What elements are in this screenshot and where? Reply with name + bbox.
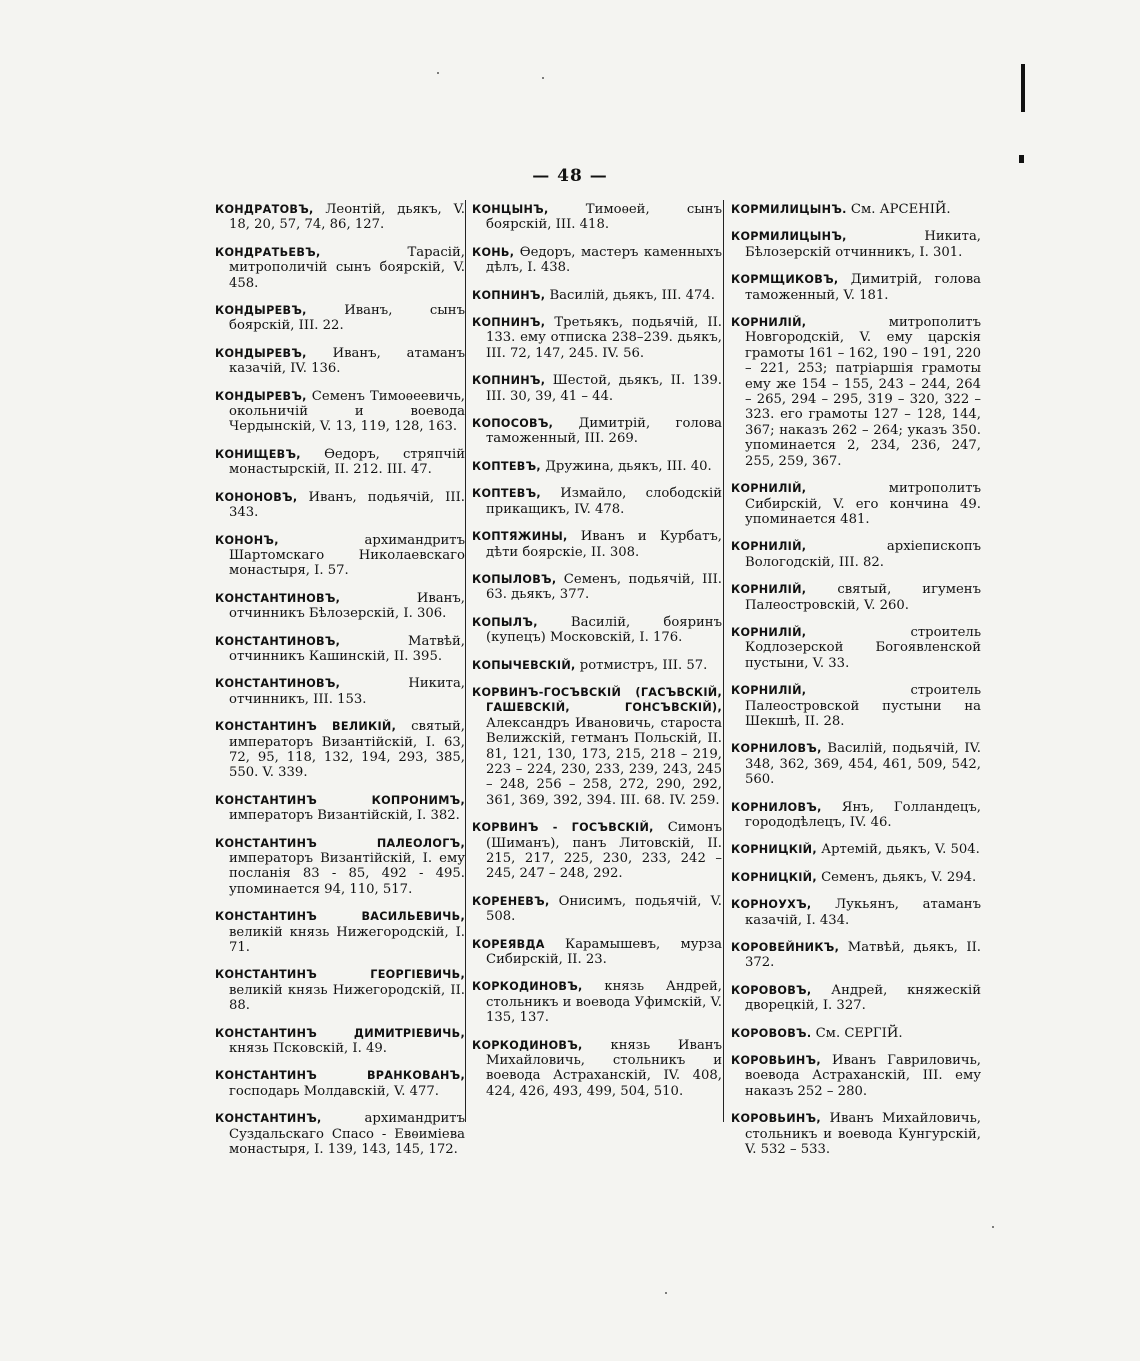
entry-headword: КОПНИНЪ, bbox=[472, 374, 546, 388]
edge-mark bbox=[1021, 64, 1025, 112]
entry-text: Василій, дьякъ, III. 474. bbox=[549, 287, 715, 303]
entry-headword: КОРНИЛОВЪ, bbox=[731, 742, 822, 756]
entry-headword: КОРОВОВЪ. bbox=[731, 1026, 812, 1040]
scan-speck bbox=[992, 1226, 994, 1228]
entry-headword: КОНСТАНТИНЪ ВАСИЛЬЕВИЧЬ, bbox=[215, 910, 465, 924]
entry-headword: КОРКОДИНОВЪ, bbox=[472, 1038, 583, 1052]
index-entry bbox=[215, 793, 465, 824]
entry-text: Иванъ и Курбатъ, дѣти боярскіе, II. 308. bbox=[486, 529, 722, 560]
scan-speck bbox=[665, 1292, 667, 1294]
entry-text: Шестой, дьякъ, II. 139. III. 30, 39, 41 – 44. bbox=[486, 373, 722, 404]
entry-text: Измайло, слободскій прикащикъ, IV. 478. bbox=[486, 486, 722, 517]
entry-headword: КОРНИЛІЙ, bbox=[731, 684, 807, 698]
entry-headword: КОРЕНЕВЪ, bbox=[472, 894, 550, 908]
entry-headword: КОНДЫРЕВЪ, bbox=[215, 304, 307, 318]
entry-text: Семенъ, подьячій, III. 63. дьякъ, 377. bbox=[486, 571, 722, 603]
entry-headword: КОРВИНЪ - ГОСЪВСКІЙ, bbox=[472, 821, 654, 835]
entry-headword: КОНДЫРЕВЪ, bbox=[215, 389, 307, 403]
entry-text: святый, игуменъ Палеостровскій, V. 260. bbox=[745, 582, 981, 613]
edge-mark-dot bbox=[1019, 155, 1024, 163]
entry-text: Янъ, Голландецъ, горододѣлецъ, IV. 46. bbox=[745, 799, 981, 830]
entry-headword: КОРНОУХЪ, bbox=[731, 898, 812, 912]
entry-headword: КОПНИНЪ, bbox=[472, 316, 546, 330]
index-entry bbox=[731, 1111, 981, 1157]
entry-text: Третьякъ, подьячій, II. 133. ему отписка 238–239. дьякъ, III. 72, 147, 245. IV. 56. bbox=[486, 315, 722, 361]
entry-text: Иванъ Гавриловичь, воевода Астраханскій, III. ему наказъ 252 – 280. bbox=[745, 1053, 981, 1099]
index-entry bbox=[731, 870, 981, 885]
index-entry bbox=[731, 539, 981, 570]
entry-headword: КОРОВЬИНЪ, bbox=[731, 1112, 821, 1126]
entry-headword: КОРОВОВЪ, bbox=[731, 983, 812, 997]
entry-text: Андрей, княжескій дворецкій, I. 327. bbox=[745, 982, 981, 1014]
entry-headword: КОНОНОВЪ, bbox=[215, 490, 298, 504]
entry-text: Иванъ, сынъ боярскій, III. 22. bbox=[229, 303, 465, 334]
entry-headword: КОНДРАТЬЕВЪ, bbox=[215, 245, 321, 259]
entry-headword: КОРНИЛІЙ, bbox=[731, 583, 807, 597]
entry-text: Леонтій, дьякъ, V. 18, 20, 57, 74, 86, 127. bbox=[229, 202, 465, 233]
index-entry bbox=[472, 820, 722, 882]
index-entry bbox=[215, 346, 465, 377]
index-entry bbox=[215, 634, 465, 665]
index-entry bbox=[472, 245, 722, 276]
entry-headword: КОРНИЛІЙ, bbox=[731, 540, 807, 554]
index-entry bbox=[731, 741, 981, 787]
index-entry bbox=[215, 719, 465, 781]
entry-text: Александръ Ивановичь, староста Велижскій, гетманъ Польскій, II. 81, 121, 130, 173, 215, 218 – 219, 223 – 224, 230, 233, 239, 243, 245 – 248, 256 – 258, 272, 290, 292, 361, 369, 392, 394. III. 68. IV. 259. bbox=[486, 715, 722, 808]
index-entry bbox=[215, 836, 465, 898]
column-divider-1 bbox=[465, 200, 466, 1122]
index-entry bbox=[215, 676, 465, 707]
entry-text: См. АРСЕНІЙ. bbox=[850, 202, 951, 217]
entry-headword: КОРОВЕЙНИКЪ, bbox=[731, 941, 840, 955]
scan-speck bbox=[542, 77, 544, 79]
entry-headword: КОНДРАТОВЪ, bbox=[215, 203, 314, 216]
entry-text: великій князь Нижегородскій, I. 71. bbox=[229, 924, 465, 956]
entry-headword: КОНСТАНТИНОВЪ, bbox=[215, 591, 341, 605]
index-entry bbox=[472, 615, 722, 646]
index-entry bbox=[731, 940, 981, 971]
entry-text: митрополитъ Новгородскій, V. ему царскія грамоты 161 – 162, 190 – 191, 220 – 221, 253; патріаршія грамоты ему же 154 – 155, 243 – 244, 264 – 265, 294 – 295, 319 – 320, 322 – 323. его грамоты 127 – 128, 144, 367; наказъ 262 – 264; указъ 350. упоминается 2, 234, 236, 247, 255, 259, 367. bbox=[745, 315, 981, 469]
entry-text: великій князь Нижегородскій, II. 88. bbox=[229, 982, 465, 1014]
index-entry bbox=[472, 894, 722, 925]
entry-headword: КОПОСОВЪ, bbox=[472, 417, 554, 431]
entry-text: архимандритъ Шартомскаго Николаевскаго монастыря, I. 57. bbox=[229, 532, 465, 579]
entry-headword: КОНСТАНТИНЪ, bbox=[215, 1112, 322, 1126]
entry-text: князь Иванъ Михайловичь, стольникъ и воевода Астраханскій, IV. 408, 424, 426, 493, 499, 504, 510. bbox=[486, 1037, 722, 1099]
entry-text: архимандритъ Суздальскаго Спасо - Евѳиміева монастыря, I. 139, 143, 145, 172. bbox=[229, 1111, 465, 1158]
entry-headword: КОНСТАНТИНЪ ВЕЛИКІЙ, bbox=[215, 720, 397, 734]
entry-text: господарь Молдавскій, V. 477. bbox=[229, 1083, 439, 1099]
index-entry bbox=[731, 229, 981, 260]
entry-text: Иванъ, отчинникъ Бѣлозерскій, I. 306. bbox=[229, 590, 465, 622]
entry-headword: КОНСТАНТИНЪ ВРАНКОВАНЪ, bbox=[215, 1069, 465, 1083]
entry-text: строитель Палеостровской пустыни на Шекшѣ, II. 28. bbox=[745, 683, 981, 729]
index-entry bbox=[472, 572, 722, 603]
entry-headword: КОРЕЯВДА bbox=[472, 937, 545, 951]
index-entry bbox=[472, 658, 722, 673]
index-entry bbox=[215, 1026, 465, 1057]
index-entry bbox=[472, 529, 722, 560]
entry-headword: КОНСТАНТИНОВЪ, bbox=[215, 677, 341, 691]
index-entry bbox=[215, 1111, 465, 1157]
entry-text: Иванъ, подьячій, III. 343. bbox=[229, 489, 465, 521]
entry-text: Василій, бояринъ (купецъ) Московскій, I. 176. bbox=[486, 614, 722, 646]
index-column-3 bbox=[731, 202, 981, 1170]
index-entry bbox=[731, 202, 981, 217]
entry-text: Дружина, дьякъ, III. 40. bbox=[545, 458, 712, 474]
index-entry bbox=[215, 591, 465, 622]
entry-headword: КОНСТАНТИНЪ ГЕОРГІЕВИЧЬ, bbox=[215, 968, 465, 982]
entry-headword: КОРНИЛІЙ, bbox=[731, 316, 807, 330]
entry-text: Иванъ, атаманъ казачій, IV. 136. bbox=[229, 345, 465, 377]
index-column-1 bbox=[215, 202, 465, 1170]
entry-headword: КОНСТАНТИНОВЪ, bbox=[215, 634, 341, 648]
entry-headword: КОНСТАНТИНЪ ДИМИТРІЕВИЧЬ, bbox=[215, 1026, 465, 1040]
entry-text: строитель Кодлозерской Богоявленской пустыни, V. 33. bbox=[745, 624, 981, 671]
entry-headword: КОНЦЫНЪ, bbox=[472, 203, 549, 216]
entry-headword: КОПТЯЖИНЫ, bbox=[472, 530, 568, 544]
entry-headword: КОПЫЛОВЪ, bbox=[472, 572, 557, 586]
index-entry bbox=[215, 909, 465, 955]
entry-text: Артемій, дьякъ, V. 504. bbox=[821, 842, 980, 858]
index-entry bbox=[731, 315, 981, 469]
entry-text: ротмистръ, III. 57. bbox=[579, 657, 708, 673]
index-entry bbox=[215, 1068, 465, 1099]
index-entry bbox=[731, 625, 981, 671]
index-entry bbox=[472, 288, 722, 303]
entry-headword: КОРНИЛІЙ, bbox=[731, 482, 807, 496]
entry-headword: КОРНИЛОВЪ, bbox=[731, 800, 822, 814]
entry-headword: КОНИЩЕВЪ, bbox=[215, 447, 301, 461]
index-entry bbox=[472, 486, 722, 517]
entry-headword: КОНСТАНТИНЪ КОПРОНИМЪ, bbox=[215, 793, 465, 807]
index-entry bbox=[472, 937, 722, 968]
entry-headword: КОПТЕВЪ, bbox=[472, 487, 541, 501]
index-entry bbox=[215, 202, 465, 233]
entry-text: Онисимъ, подьячій, V. 508. bbox=[486, 893, 722, 925]
index-entry bbox=[731, 481, 981, 527]
entry-text: Карамышевъ, мурза Сибирскій, II. 23. bbox=[486, 936, 722, 968]
entry-text: князь Псковскій, I. 49. bbox=[229, 1041, 387, 1057]
entry-text: Иванъ Михайловичь, стольникъ и воевода Кунгурскій, V. 532 – 533. bbox=[745, 1111, 981, 1158]
index-entry bbox=[731, 582, 981, 613]
entry-text: Никита, Бѣлозерскій отчинникъ, I. 301. bbox=[745, 229, 981, 260]
entry-headword: КОПНИНЪ, bbox=[472, 288, 546, 302]
entry-headword: КОНСТАНТИНЪ ПАЛЕОЛОГЪ, bbox=[215, 836, 465, 850]
entry-text: Димитрій, голова таможенный, V. 181. bbox=[745, 272, 981, 303]
entry-headword: КОРМЩИКОВЪ, bbox=[731, 273, 839, 287]
entry-headword: КОРМИЛИЦЫНЪ. bbox=[731, 203, 847, 216]
scan-speck bbox=[437, 72, 439, 74]
index-entry bbox=[731, 897, 981, 928]
index-entry bbox=[215, 533, 465, 579]
index-entry bbox=[472, 459, 722, 474]
entry-text: Василій, подьячій, IV. 348, 362, 369, 454, 461, 509, 542, 560. bbox=[745, 741, 981, 788]
entry-headword: КОНЬ, bbox=[472, 245, 515, 259]
entry-headword: КОРНИЦКІЙ, bbox=[731, 843, 817, 857]
entry-headword: КОНДЫРЕВЪ, bbox=[215, 346, 307, 360]
entry-headword: КОПЫЛЪ, bbox=[472, 615, 538, 629]
index-entry bbox=[472, 1038, 722, 1100]
entry-headword: КОНОНЪ, bbox=[215, 533, 279, 547]
index-entry bbox=[731, 800, 981, 831]
index-entry bbox=[472, 373, 722, 404]
index-entry bbox=[215, 967, 465, 1013]
entry-text: Семенъ, дьякъ, V. 294. bbox=[821, 869, 977, 885]
entry-text: Тимоѳей, сынъ боярскій, III. 418. bbox=[486, 202, 722, 233]
entry-text: императоръ Византійскій, I. ему посланія 83 - 85, 492 - 495. упоминается 94, 110, 517. bbox=[229, 851, 465, 897]
entry-headword: КОПЫЧЕВСКІЙ, bbox=[472, 658, 576, 672]
entry-headword: КОРОВЬИНЪ, bbox=[731, 1054, 821, 1068]
entry-text: митрополитъ Сибирскій, V. его кончина 49. упоминается 481. bbox=[745, 481, 981, 527]
entry-text: Ѳедоръ, мастеръ каменныхъ дѣлъ, I. 438. bbox=[486, 244, 722, 276]
index-entry bbox=[731, 1026, 981, 1041]
index-entry bbox=[215, 447, 465, 478]
entry-headword: КОРНИЛІЙ, bbox=[731, 625, 807, 639]
entry-headword: КОРНИЦКІЙ, bbox=[731, 870, 817, 884]
entry-text: Лукьянъ, атаманъ казачій, I. 434. bbox=[745, 897, 981, 928]
index-entry bbox=[731, 842, 981, 857]
entry-text: князь Андрей, стольникъ и воевода Уфимскій, V. 135, 137. bbox=[486, 979, 722, 1026]
entry-text: Димитрій, голова таможенный, III. 269. bbox=[486, 416, 722, 447]
entry-headword: КОПТЕВЪ, bbox=[472, 459, 541, 473]
index-entry bbox=[731, 983, 981, 1014]
index-entry bbox=[472, 202, 722, 233]
page-number: — 48 — bbox=[532, 166, 608, 186]
index-entry bbox=[731, 1053, 981, 1099]
index-entry bbox=[472, 315, 722, 361]
index-entry bbox=[472, 416, 722, 447]
entry-text: святый, императоръ Византійскій, I. 63, 72, 95, 118, 132, 194, 293, 385, 550. V. 339. bbox=[229, 719, 465, 781]
entry-text: Никита, отчинникъ, III. 153. bbox=[229, 676, 465, 707]
index-entry bbox=[215, 389, 465, 435]
entry-text: архіепископъ Вологодскій, III. 82. bbox=[745, 539, 981, 570]
index-entry bbox=[215, 245, 465, 291]
entry-text: Ѳедоръ, стряпчій монастырскій, II. 212. III. 47. bbox=[229, 446, 465, 478]
entry-text: Симонъ (Шиманъ), панъ Литовскій, II. 215, 217, 225, 230, 233, 242 – 245, 247 – 248, 292. bbox=[486, 820, 722, 882]
index-entry bbox=[215, 490, 465, 521]
index-entry bbox=[731, 272, 981, 303]
entry-text: См. СЕРГІЙ. bbox=[815, 1025, 903, 1041]
index-entry bbox=[472, 685, 722, 808]
column-divider-2 bbox=[723, 200, 724, 1122]
entry-text: Семенъ Тимоѳеевичь, окольничій и воевода Чердынскій, V. 13, 119, 128, 163. bbox=[229, 388, 465, 435]
entry-headword: КОРВИНЪ-ГОСЪВСКІЙ (ГАСЪВСКІЙ, ГАШЕВСКІЙ, ГОНСЪВСКІЙ), bbox=[472, 685, 722, 715]
entry-headword: КОРМИЛИЦЫНЪ, bbox=[731, 230, 847, 244]
entry-headword: КОРКОДИНОВЪ, bbox=[472, 980, 583, 994]
entry-text: Матвѣй, дьякъ, II. 372. bbox=[745, 940, 981, 971]
index-entry bbox=[215, 303, 465, 334]
entry-text: Матвѣй, отчинникъ Кашинскій, II. 395. bbox=[229, 633, 465, 664]
index-entry bbox=[472, 979, 722, 1025]
entry-text: Тарасій, митрополичій сынъ боярскій, V. 458. bbox=[229, 244, 465, 291]
index-entry bbox=[731, 683, 981, 729]
entry-text: императоръ Византійскій, I. 382. bbox=[229, 808, 460, 824]
index-column-2 bbox=[472, 202, 722, 1111]
